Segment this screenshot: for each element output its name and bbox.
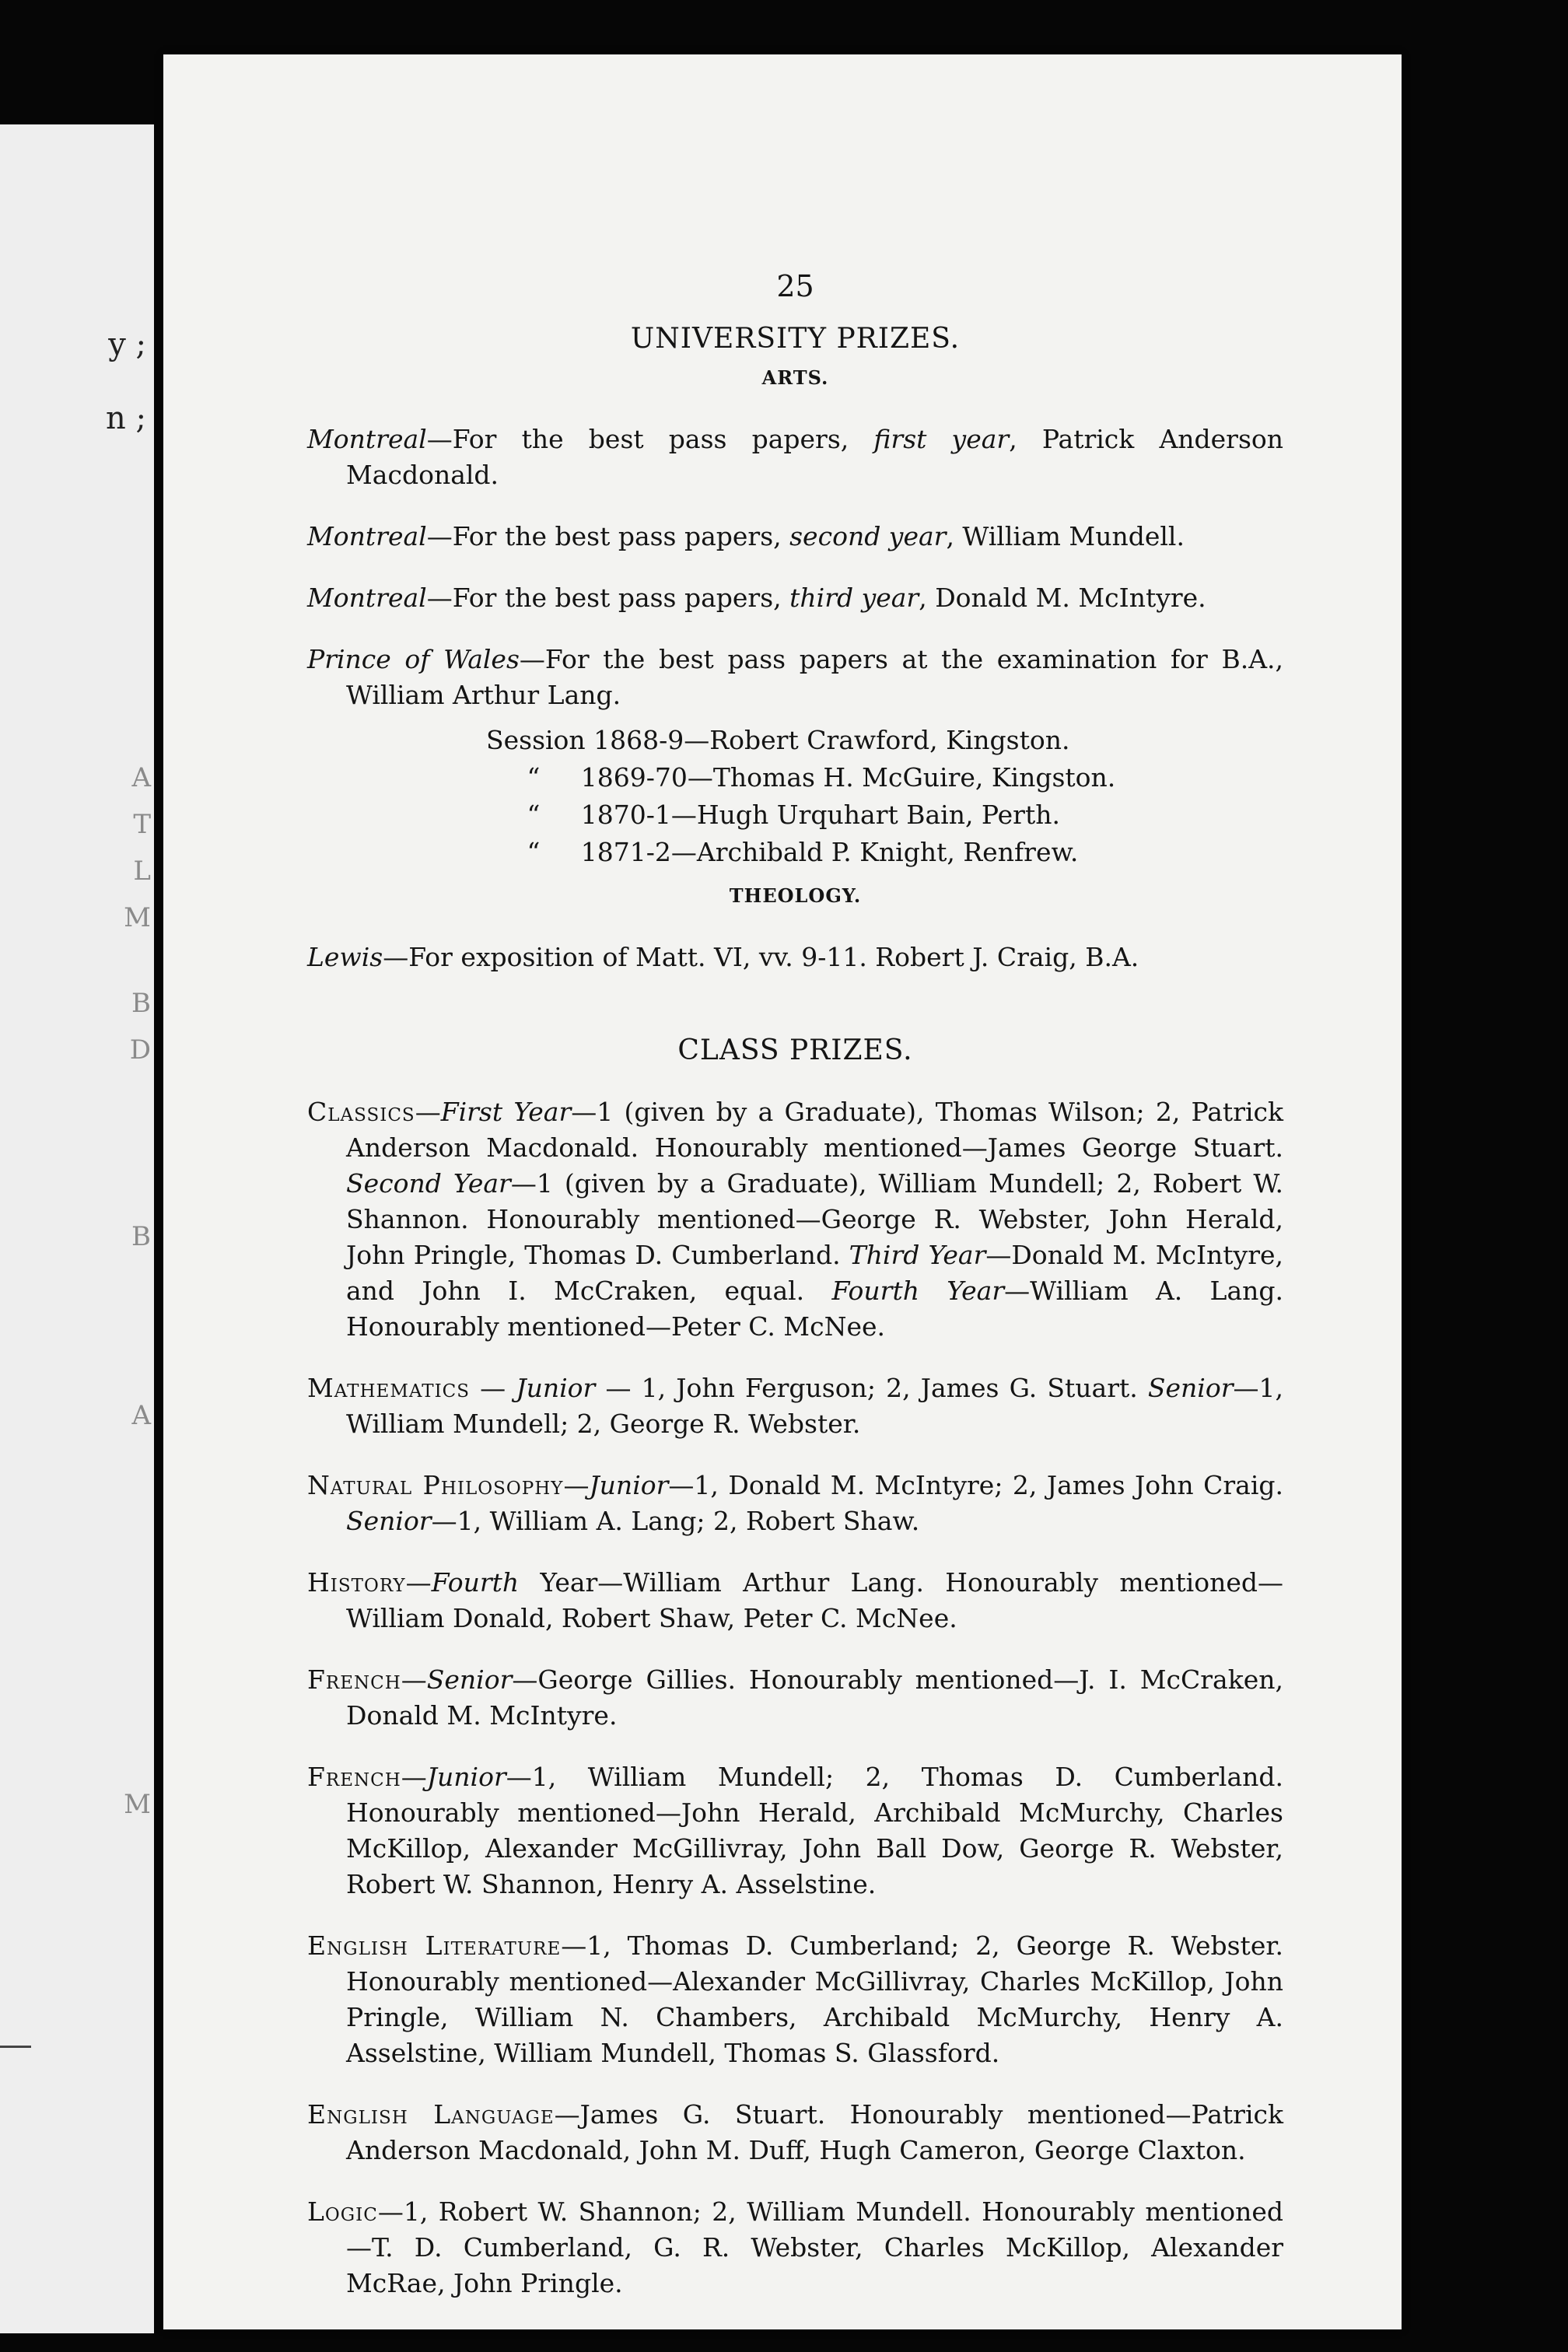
prize-year: third year <box>789 583 919 613</box>
session-line: “ 1870-1—Hugh Urquhart Bain, Perth. <box>486 800 1060 830</box>
left-page-margin-letter: M <box>124 902 151 933</box>
class-prize-entry <box>307 1928 1283 2071</box>
left-page-fragment: y ; <box>108 327 146 362</box>
prize-winner: , Donald M. McIntyre. <box>919 583 1206 613</box>
page-content <box>307 268 1283 2311</box>
class-prize-entry: French—Senior—George Gillies. Honourably mentioned—J. I. McCraken, Donald M. McIntyre. <box>307 1664 1283 1731</box>
year-label: Third Year <box>849 1240 986 1270</box>
subject-label: Natural Philosophy <box>307 1470 564 1500</box>
prize-entry <box>307 580 1283 616</box>
prize-text: —George Gillies. Honourably mentioned—J. I. McCraken, Donald M. McIntyre. <box>346 1664 1283 1731</box>
year-label: Second Year <box>346 1168 511 1199</box>
left-page-margin-letter: L <box>133 856 151 887</box>
arts-heading: ARTS. <box>761 366 829 389</box>
session-line: “ 1869-70—Thomas H. McGuire, Kingston. <box>486 762 1116 793</box>
level-label: Junior <box>426 1762 506 1792</box>
left-page-edge <box>0 124 154 2333</box>
prize-text: — 1, John Ferguson; 2, James G. Stuart. <box>595 1373 1148 1403</box>
subject-label: Logic <box>307 2196 378 2227</box>
left-page-margin-letter: B <box>131 988 151 1019</box>
class-prize-entry <box>307 2097 1283 2168</box>
prize-description: —For the best pass papers, <box>426 583 790 613</box>
prize-text: —1, Robert W. Shannon; 2, William Mundell. Honourably mentioned—T. D. Cumberland, G. R. Webster, Charles McKillop, Alexander McRae, John Pringle. <box>346 2196 1283 2298</box>
prize-description: —For the best pass papers, <box>426 424 874 454</box>
left-page-fragment: n ; <box>106 401 146 436</box>
class-prize-entry: Natural Philosophy—Junior—1, Donald M. McIntyre; 2, James John Craig. Senior—1, William A. Lang; 2, Robert Shaw. <box>307 1470 1283 1536</box>
session-line: “ 1871-2—Archibald P. Knight, Renfrew. <box>486 837 1079 867</box>
class-prize-entry <box>307 2194 1283 2301</box>
year-label: Fourth <box>431 1567 520 1598</box>
page-number: 25 <box>776 269 814 303</box>
subject-label: French <box>307 1664 401 1695</box>
document-page <box>163 54 1402 2329</box>
theology-heading: THEOLOGY. <box>729 884 862 907</box>
level-label: Junior <box>516 1373 596 1403</box>
level-label: Junior <box>589 1470 669 1500</box>
prize-text: —1, Thomas D. Cumberland; 2, George R. Webster. Honourably mentioned—Alexander McGillivray, Charles McKillop, John Pringle, William N. Chambers, Archibald McMurchy, Henry A. Asselstine, William Mundell, Thomas S. Glassford. <box>346 1930 1283 2068</box>
subject-label: Classics <box>307 1097 415 1127</box>
prize-name: Prince of Wales <box>307 644 520 674</box>
left-page-rule <box>0 2046 31 2048</box>
left-page-margin-letter: D <box>129 1034 151 1066</box>
prize-winner: , William Mundell. <box>946 521 1185 551</box>
university-prizes-heading: UNIVERSITY PRIZES. <box>630 323 961 355</box>
prize-text: —1, William Mundell; 2, Thomas D. Cumberland. Honourably mentioned—John Herald, Archibald McMurchy, Charles McKillop, Alexander McGillivray, John Ball Dow, George R. Webster, Robert W. Shannon, Henry A. Asselstine. <box>346 1762 1283 1899</box>
prize-text: —Donald M. McIntyre, and John I. McCraken, equal. <box>346 1240 1283 1306</box>
prize-name: Lewis <box>307 942 383 972</box>
left-page-margin-letter: A <box>131 1400 151 1431</box>
prize-text: —1 (given by a Graduate), William Mundell; 2, Robert W. Shannon. Honourably mentioned—George R. Webster, John Herald, John Pringle, Thomas D. Cumberland. <box>346 1168 1284 1270</box>
prize-text: Year—William Arthur Lang. Honourably mentioned—William Donald, Robert Shaw, Peter C. McNee. <box>346 1567 1283 1633</box>
prize-entry <box>307 642 1283 713</box>
year-label: First Year <box>440 1097 572 1127</box>
left-page-margin-letter: M <box>124 1789 151 1820</box>
subject-label: French <box>307 1762 401 1792</box>
prize-text: —1, William Mundell; 2, George R. Webster. <box>346 1373 1283 1439</box>
left-page-margin-letter: A <box>131 762 151 793</box>
prize-entry <box>307 519 1283 555</box>
prize-text: —1 (given by a Graduate), Thomas Wilson; 2, Patrick Anderson Macdonald. Honourably mentioned—James George Stuart. <box>346 1097 1283 1163</box>
subject-label: Mathematics <box>307 1373 471 1403</box>
prize-name: Montreal <box>307 521 427 551</box>
prize-text: —William A. Lang. Honourably mentioned—Peter C. McNee. <box>346 1276 1284 1342</box>
prize-year: second year <box>789 521 947 551</box>
class-prize-entry: Mathematics — Junior — 1, John Ferguson; 2, James G. Stuart. Senior—1, William Mundell; 2, George R. Webster. <box>307 1373 1283 1439</box>
prize-text: —1, William A. Lang; 2, Robert Shaw. <box>431 1506 920 1536</box>
prize-text: —1, Donald M. McIntyre; 2, James John Craig. <box>668 1470 1283 1500</box>
prize-entry <box>307 422 1283 493</box>
prize-description: —For the best pass papers, <box>426 521 790 551</box>
prize-winner: , Patrick Anderson Macdonald. <box>346 424 1284 490</box>
class-prize-entry: History—Fourth Year—William Arthur Lang. Honourably mentioned—William Donald, Robert Shaw, Peter C. McNee. <box>307 1567 1283 1633</box>
prize-description: —For the best pass papers at the examination for B.A., William Arthur Lang. <box>346 644 1284 710</box>
prize-entry <box>307 940 1283 975</box>
subject-label: English Literature <box>307 1930 562 1961</box>
prize-text: —James G. Stuart. Honourably mentioned—Patrick Anderson Macdonald, John M. Duff, Hugh Cameron, George Claxton. <box>346 2099 1283 2165</box>
level-label: Senior <box>426 1664 513 1695</box>
class-prize-entry: French—Junior—1, William Mundell; 2, Thomas D. Cumberland. Honourably mentioned—John Herald, Archibald McMurchy, Charles McKillop, Alexander McGillivray, John Ball Dow, George R. Webster, Robert W. Shannon, Henry A. Asselstine. <box>307 1762 1283 1899</box>
left-page-margin-letter: B <box>131 1221 151 1252</box>
class-prizes-heading: CLASS PRIZES. <box>677 1034 913 1066</box>
left-page-margin-letter: T <box>133 809 151 840</box>
year-label: Fourth Year <box>831 1276 1005 1306</box>
session-line: Session 1868-9—Robert Crawford, Kingston. <box>486 725 1070 755</box>
subject-label: History <box>307 1567 406 1598</box>
prize-name: Montreal <box>307 583 427 613</box>
level-label: Senior <box>346 1506 432 1536</box>
level-label: Senior <box>1147 1373 1234 1403</box>
prize-name: Montreal <box>307 424 427 454</box>
subject-label: English Language <box>307 2099 555 2130</box>
prize-description: —For exposition of Matt. VI, vv. 9-11. Robert J. Craig, B.A. <box>383 942 1139 972</box>
prize-year: first year <box>873 424 1010 454</box>
class-prize-entry: Classics—First Year—1 (given by a Graduate), Thomas Wilson; 2, Patrick Anderson Macdonald. Honourably mentioned—James George Stuart. Second Year—1 (given by a Graduate), William Mundell; 2, Robert W. Shannon. Honourably mentioned—George R. Webster, John Herald, John Pringle, Thomas D. Cumberland. Third Year—Donald M. McIntyre, and John I. McCraken, equal. Fourth Year—William A. Lang. Honourably mentioned—Peter C. McNee. <box>307 1097 1284 1342</box>
